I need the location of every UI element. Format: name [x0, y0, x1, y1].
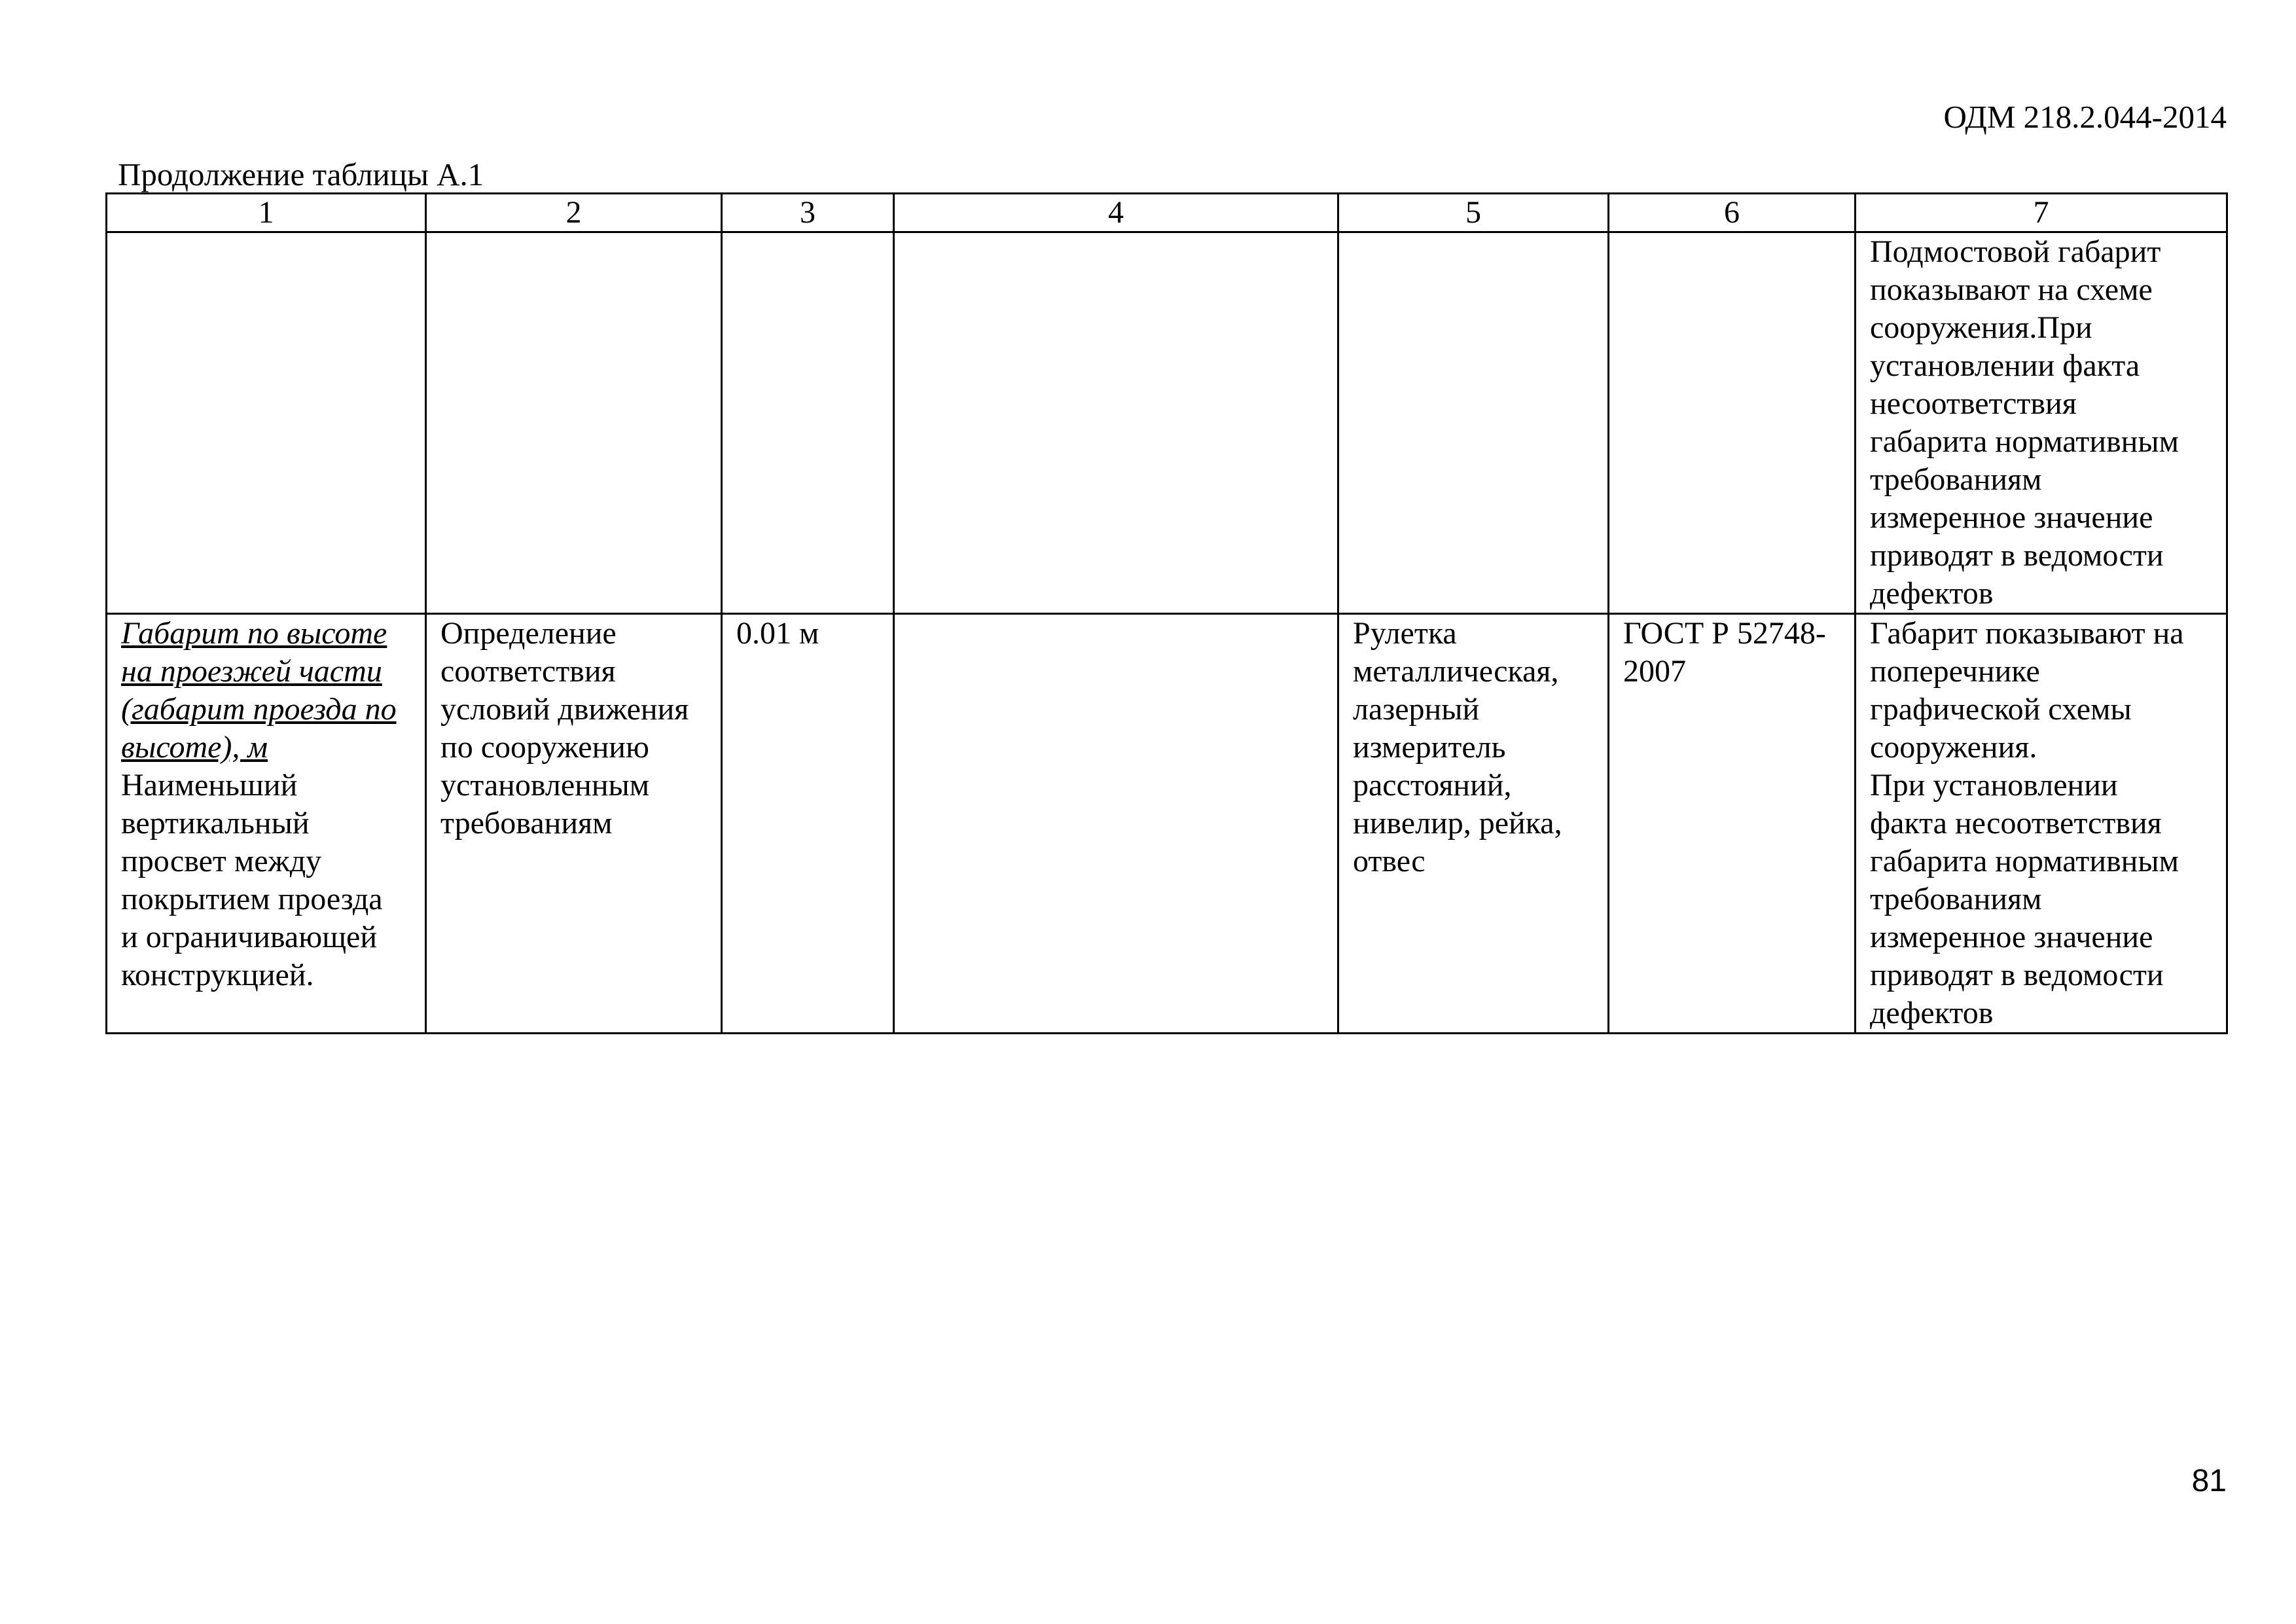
table-cell [1856, 614, 2227, 1034]
table-row [107, 232, 2227, 614]
table-cell [722, 614, 894, 1034]
table-cell [1609, 614, 1856, 1034]
table-cell [722, 232, 894, 614]
page-number: 81 [2191, 1464, 2227, 1498]
data-table [105, 192, 2228, 1034]
column-number: 1 [107, 194, 426, 232]
parameter-description: Наименьший вертикальный просвет между покрытием проезда и ограничивающей конструкцией. [121, 768, 383, 992]
column-number: 6 [1609, 194, 1856, 232]
cell-text: Рулетка металлическая, лазерный измеритель расстояний, нивелир, рейка, отвес [1353, 616, 1562, 878]
column-number: 4 [894, 194, 1338, 232]
column-number: 2 [426, 194, 722, 232]
table-cell [894, 614, 1338, 1034]
cell-text: Определение соответствия условий движения по сооружению установленным требованиям [440, 616, 689, 840]
table-cell [107, 614, 426, 1034]
table-cell [426, 614, 722, 1034]
table-cell [1338, 232, 1609, 614]
cell-text: 0.01 м [736, 616, 819, 651]
column-number: 5 [1338, 194, 1609, 232]
cell-text: Подмостовой габарит показывают на схеме сооружения.При установлении факта несоответствия габарита нормативным требованиям измеренное значение приводят в ведомости дефектов [1870, 234, 2179, 611]
table-cell [107, 232, 426, 614]
table-row [107, 614, 2227, 1034]
column-number: 3 [722, 194, 894, 232]
cell-text: ГОСТ Р 52748- 2007 [1623, 616, 1826, 689]
parameter-title: Габарит по высоте на проезжей части (габарит проезда по высоте), м [121, 616, 397, 765]
table-cell [1609, 232, 1856, 614]
column-number: 7 [1856, 194, 2227, 232]
table-cell [1856, 232, 2227, 614]
cell-text: Габарит показывают на поперечнике графической схемы сооружения. При установлении факта несоответствия габарита нормативным требованиям измеренное значение приводят в ведомости дефектов [1870, 616, 2184, 1030]
table-cell [1338, 614, 1609, 1034]
document-code: ОДМ 218.2.044-2014 [1943, 99, 2227, 135]
table-cell [426, 232, 722, 614]
table-caption: Продолжение таблицы А.1 [118, 156, 484, 192]
column-number-row [107, 194, 2227, 232]
table-cell [894, 232, 1338, 614]
